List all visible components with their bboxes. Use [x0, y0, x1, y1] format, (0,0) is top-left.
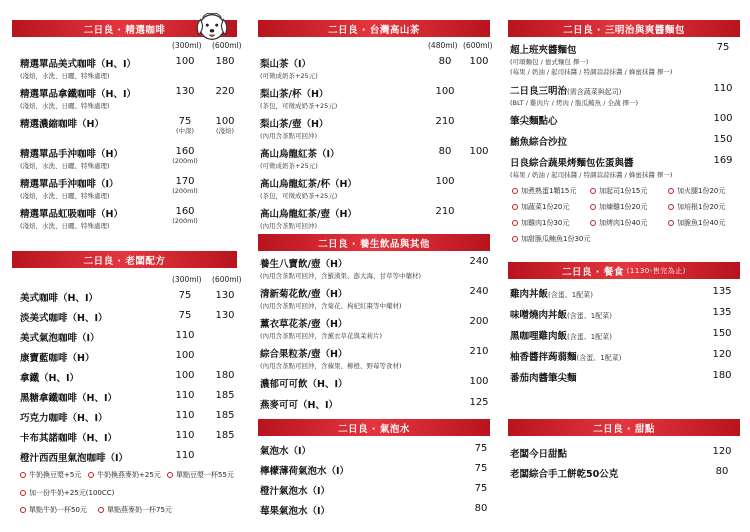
menu-item — [510, 328, 612, 342]
item-name: 美式咖啡（H、I） — [20, 293, 98, 304]
item-name: 清新菊花飲/壺（H） — [260, 289, 348, 300]
menu-item — [20, 450, 128, 464]
coffee-size-large: (600ml) — [212, 41, 242, 50]
item-name: 橙汁西西里氣泡咖啡（I） — [20, 453, 129, 464]
menu-item — [510, 307, 612, 321]
menu-item — [20, 390, 117, 404]
addon-label: 單點燕麥奶一杯75元 — [107, 506, 172, 514]
price-small: 110 — [175, 390, 195, 401]
tea-size-small: (480ml) — [428, 41, 458, 50]
menu-item — [260, 443, 311, 457]
item-name: 康寶藍咖啡（H） — [20, 353, 95, 364]
item-name-note: (含蛋、1配菜) — [567, 333, 612, 341]
old-banner — [12, 251, 237, 268]
price-large-value: 220 — [215, 86, 235, 97]
tea-size-large: (600ml) — [463, 41, 493, 50]
price-small — [168, 56, 202, 67]
menu-item — [260, 316, 382, 340]
item-name — [510, 83, 638, 97]
price-small-note: (200ml) — [172, 157, 198, 165]
item-note: (可頌麵包 / 德式麵包 擇一) — [510, 58, 589, 66]
price-small: 110 — [175, 410, 195, 421]
addon-option — [20, 488, 114, 498]
item-name — [510, 155, 672, 169]
dog-mascot-icon — [193, 10, 231, 44]
price-large: 185 — [215, 430, 235, 441]
addon-label: 加培根1份20元 — [677, 203, 726, 211]
price: 75 — [474, 463, 488, 474]
coffee-size-small: (300ml) — [172, 41, 202, 50]
price-large — [208, 56, 242, 67]
item-name: 燕麥可可（H、I） — [260, 400, 338, 411]
item-name: 拿鐵（H、I） — [20, 373, 79, 384]
menu-item — [510, 42, 672, 76]
sandwich-title: 二日良 · 三明治與爽醬麵包 — [563, 24, 685, 36]
addon-option — [668, 186, 725, 196]
price-large: 185 — [215, 410, 235, 421]
addon-option — [512, 202, 569, 212]
price: 120 — [712, 349, 732, 360]
radio-dot-icon — [167, 472, 173, 478]
item-name: 梨山茶（I） — [260, 59, 312, 70]
item-name: 橙汁氣泡水（I） — [260, 486, 331, 497]
item-name: 卡布其諾咖啡（H、I） — [20, 433, 117, 444]
price-large-value: 100 — [215, 116, 235, 127]
price: 80 — [715, 466, 729, 477]
radio-dot-icon — [590, 188, 596, 194]
addon-label: 牛奶換燕麥奶+25元 — [97, 471, 161, 479]
meal-title-note: (1130-售完為止) — [626, 266, 687, 275]
price-small: 100 — [435, 86, 455, 97]
addon-option — [167, 470, 234, 480]
radio-dot-icon — [590, 204, 596, 210]
addon-option — [668, 218, 725, 228]
price-large: 185 — [215, 390, 235, 401]
item-name-text: 雞肉丼飯 — [510, 289, 549, 300]
menu-item — [510, 286, 593, 300]
menu-item — [510, 113, 558, 127]
price-small-value: 170 — [175, 176, 195, 187]
coffee-title: 二日良 · 精選咖啡 — [83, 24, 166, 36]
item-name: 濃郁可可飲（H、I） — [260, 379, 348, 390]
item-note: (內用含茶點可回沖，含蘋果、柳橙、野莓等食材) — [260, 362, 402, 370]
price-large: 100 — [469, 56, 489, 67]
item-note: (淺焙，水洗、日曬、特殊處理) — [20, 72, 110, 80]
item-note: (內用含茶點可回沖，含菊花、枸杞紅棗等中藥材) — [260, 302, 402, 310]
tea-title: 二日良 · 台灣高山茶 — [328, 24, 420, 36]
menu-item — [20, 330, 100, 344]
price-small — [168, 86, 202, 97]
item-note: (淺焙，水洗、日曬、特殊處理) — [20, 162, 110, 170]
menu-item — [510, 446, 567, 460]
price-small — [168, 146, 202, 166]
price-small-value: 100 — [175, 56, 195, 67]
item-name: 莓果氣泡水（I） — [260, 506, 331, 517]
menu-item — [260, 483, 330, 497]
item-note: (內用含茶點可回沖) — [260, 132, 318, 140]
menu-item — [260, 256, 421, 280]
soda-banner — [258, 419, 490, 436]
price: 100 — [713, 113, 733, 124]
item-name — [510, 134, 567, 148]
item-note: (茶包，可徵成奶茶+25元) — [260, 192, 338, 200]
item-name — [510, 307, 612, 321]
old-size-small: (300ml) — [172, 275, 202, 284]
item-name: 養生八寶飲/壺（H） — [260, 259, 348, 270]
item-note: (莓果 / 奶油 / 起司抹醬 / 特調蒜蒜抹醬 / 蜂蜜抹醬 擇一) — [510, 171, 673, 179]
price: 210 — [469, 346, 489, 357]
menu-item — [20, 370, 79, 384]
price-small-value: 75 — [178, 116, 192, 127]
item-note: (內用含茶點可回沖，含薰衣草花與茉莉片) — [260, 332, 383, 340]
price: 75 — [716, 42, 730, 53]
menu-item — [20, 116, 104, 130]
price-small: 210 — [435, 206, 455, 217]
item-name: 老闆綜合手工餅乾50公克 — [510, 469, 619, 480]
radio-dot-icon — [512, 204, 518, 210]
price-large: 130 — [215, 310, 235, 321]
price-small-value: 130 — [175, 86, 195, 97]
item-name-note: (含蛋、1配菜) — [567, 312, 612, 320]
menu-item — [510, 155, 672, 179]
price-small-note: (200ml) — [172, 217, 198, 225]
item-note: (淺焙，水洗、日曬、特殊處理) — [20, 222, 110, 230]
item-note: (茶包，可徵成奶茶+25元) — [260, 102, 338, 110]
addon-label: 加蔬菜1份20元 — [521, 203, 570, 211]
price-small-value: 160 — [175, 146, 195, 157]
item-note: (可徵成奶茶+25元) — [260, 72, 318, 80]
addon-option — [20, 470, 81, 480]
price: 150 — [713, 134, 733, 145]
price-small-note: (中深) — [175, 127, 195, 135]
addon-option — [512, 234, 590, 244]
menu-item — [260, 176, 357, 200]
price-large: 180 — [215, 370, 235, 381]
meal-title: 二日良 · 餐食 — [561, 266, 624, 278]
item-name: 高山烏龍紅茶（I） — [260, 149, 340, 160]
price-large: 130 — [215, 290, 235, 301]
menu-item — [510, 466, 618, 480]
addon-option — [512, 218, 569, 228]
price: 80 — [474, 503, 488, 514]
price: 150 — [712, 328, 732, 339]
item-name-note: (需含蔬菜與起司) — [567, 88, 622, 96]
addon-option — [512, 186, 576, 196]
dessert-title: 二日良 · 甜點 — [593, 423, 655, 435]
price-small: 210 — [435, 116, 455, 127]
price-small: 110 — [175, 450, 195, 461]
radio-dot-icon — [512, 188, 518, 194]
menu-item — [510, 134, 567, 148]
addon-option — [20, 505, 87, 515]
item-note: (BLT / 雞肉片 / 烤肉 / 脆瓜鮪魚 / 全蔬 擇一) — [510, 99, 639, 107]
radio-dot-icon — [98, 507, 104, 513]
menu-item — [20, 86, 136, 110]
item-name: 綜合果粒茶/壺（H） — [260, 349, 348, 360]
menu-item — [260, 116, 328, 140]
menu-item — [260, 346, 402, 370]
radio-dot-icon — [512, 220, 518, 226]
item-name: 老闆今日甜點 — [510, 449, 568, 460]
price-large: 100 — [469, 146, 489, 157]
menu-item — [20, 350, 94, 364]
radio-dot-icon — [88, 472, 94, 478]
price-small: 110 — [175, 430, 195, 441]
radio-dot-icon — [668, 220, 674, 226]
menu-item — [260, 463, 349, 477]
addon-option — [668, 202, 725, 212]
price: 180 — [712, 370, 732, 381]
addon-label: 加煮熟蛋1顆15元 — [521, 187, 577, 195]
item-name — [510, 370, 577, 384]
price-small: 75 — [178, 290, 192, 301]
price-small: 75 — [178, 310, 192, 321]
price: 110 — [713, 83, 733, 94]
radio-dot-icon — [590, 220, 596, 226]
price-small: 80 — [438, 56, 452, 67]
menu-item — [20, 430, 117, 444]
item-note: (內用含茶點可回沖) — [260, 222, 318, 230]
price: 75 — [474, 483, 488, 494]
addon-label: 牛奶換豆漿+5元 — [29, 471, 82, 479]
price-large — [208, 116, 242, 136]
menu-item — [510, 349, 621, 363]
radio-dot-icon — [512, 236, 518, 242]
menu-item — [260, 86, 337, 110]
item-name-text: 鮪魚綜合沙拉 — [510, 137, 568, 148]
price-large — [208, 86, 242, 97]
price: 135 — [712, 286, 732, 297]
item-note: (內用含茶點可回沖，含羅漢果、澎大海、甘草等中藥材) — [260, 272, 422, 280]
price-small: 100 — [175, 370, 195, 381]
dessert-banner — [508, 419, 740, 436]
price: 200 — [469, 316, 489, 327]
sandwich-banner — [508, 20, 740, 37]
item-name: 精選單品手沖咖啡（H） — [20, 149, 123, 160]
price: 240 — [469, 256, 489, 267]
menu-item — [20, 310, 108, 324]
menu-item — [260, 503, 330, 517]
item-name: 梨山茶/杯（H） — [260, 89, 329, 100]
addon-label: 加雞肉1份30元 — [521, 219, 570, 227]
price-small-value: 160 — [175, 206, 195, 217]
price-small — [168, 116, 202, 136]
addon-label: 加煉雞1份20元 — [599, 203, 648, 211]
addon-label: 單點豆漿一杯55元 — [176, 471, 234, 479]
price: 75 — [474, 443, 488, 454]
addon-option — [590, 186, 647, 196]
item-name: 黑糖拿鐵咖啡（H、I） — [20, 393, 117, 404]
item-name-text: 筆尖麵點心 — [510, 116, 558, 127]
price-small: 80 — [438, 146, 452, 157]
addon-label: 加火腿1份20元 — [677, 187, 726, 195]
item-name: 精選濃縮咖啡（H） — [20, 119, 104, 130]
price: 125 — [469, 397, 489, 408]
menu-item — [260, 397, 338, 411]
menu-item — [260, 56, 318, 80]
price-small: 100 — [435, 176, 455, 187]
radio-dot-icon — [20, 507, 26, 513]
price-large-value: 180 — [215, 56, 235, 67]
item-note: (淺焙，水洗、日曬、特殊處理) — [20, 192, 110, 200]
health-banner — [258, 234, 490, 251]
price-small: 100 — [175, 350, 195, 361]
menu-item — [20, 56, 136, 80]
item-name: 高山烏龍紅茶/杯（H） — [260, 179, 357, 190]
menu-item — [20, 176, 119, 200]
soda-title: 二日良 · 氣泡水 — [338, 423, 410, 435]
radio-dot-icon — [20, 472, 26, 478]
price: 240 — [469, 286, 489, 297]
menu-item — [510, 370, 577, 384]
addon-option — [88, 470, 161, 480]
item-name-note: (含蛋、1配菜) — [576, 354, 622, 362]
item-note: (淺焙，水洗、日曬、特殊處理) — [20, 102, 110, 110]
item-name: 氣泡水（I） — [260, 446, 312, 457]
price: 120 — [712, 446, 732, 457]
item-name-text: 番茄肉醬筆尖麵 — [510, 373, 577, 384]
radio-dot-icon — [20, 490, 26, 496]
old-size-large: (600ml) — [212, 275, 242, 284]
item-name — [510, 286, 593, 300]
price-small — [168, 176, 202, 196]
tea-banner — [258, 20, 490, 37]
menu-item — [260, 286, 402, 310]
item-name: 檸檬薄荷氣泡水（I） — [260, 466, 350, 477]
health-title: 二日良 · 養生飲品與其他 — [318, 238, 430, 250]
menu-item — [510, 83, 638, 107]
menu-item — [260, 146, 340, 170]
item-name-text: 味噌燒肉丼飯 — [510, 310, 568, 321]
item-name: 美式氣泡咖啡（I） — [20, 333, 100, 344]
menu-item — [260, 376, 348, 390]
item-name: 精選單品虹吸咖啡（H） — [20, 209, 123, 220]
addon-option — [98, 505, 172, 515]
item-name — [510, 42, 672, 56]
item-name-text: 超上班夾醬麵包 — [510, 45, 577, 56]
item-name — [510, 113, 558, 127]
addon-label: 加一份牛奶+25元(100CC) — [29, 489, 115, 497]
addon-label: 加烤肉1份40元 — [599, 219, 648, 227]
price: 135 — [712, 307, 732, 318]
addon-label: 加起司1份15元 — [599, 187, 648, 195]
addon-option — [590, 218, 647, 228]
meal-banner — [508, 262, 740, 279]
item-name: 精選單品美式咖啡（H、I） — [20, 59, 136, 70]
addon-option — [590, 202, 647, 212]
item-name: 高山烏龍紅茶/壺（H） — [260, 209, 357, 220]
item-note-2: (莓果 / 奶油 / 起司抹醬 / 特調蒜蒜抹醬 / 蜂蜜抹醬 擇一) — [510, 68, 673, 76]
item-name: 巧克力咖啡（H、I） — [20, 413, 108, 424]
menu-item — [20, 146, 123, 170]
old-title: 二日良 · 老闆配方 — [83, 255, 166, 267]
item-name: 薰衣草花茶/壺（H） — [260, 319, 348, 330]
radio-dot-icon — [668, 204, 674, 210]
menu-item — [260, 206, 357, 230]
menu-item — [20, 410, 108, 424]
item-name: 精選單品手沖咖啡（I） — [20, 179, 119, 190]
item-name-text: 日良綜合蔬果烤麵包佐蛋與醬 — [510, 158, 634, 169]
item-name-note: (含蛋、1配菜) — [548, 291, 593, 299]
addon-label: 單點牛奶一杯50元 — [29, 506, 87, 514]
item-name — [510, 328, 612, 342]
menu-item — [20, 206, 123, 230]
price: 169 — [713, 155, 733, 166]
price-small-note: (200ml) — [172, 187, 198, 195]
price-large-note: (淺焙) — [215, 127, 235, 135]
radio-dot-icon — [668, 188, 674, 194]
item-name-text: 黑咖哩雞肉飯 — [510, 331, 568, 342]
item-name: 梨山茶/壺（H） — [260, 119, 329, 130]
item-name-text: 二日良三明治 — [510, 86, 568, 97]
item-note: (可徵成奶茶+25元) — [260, 162, 318, 170]
addon-label: 加脆魚1份40元 — [677, 219, 726, 227]
price-small: 110 — [175, 330, 195, 341]
menu-item — [20, 290, 98, 304]
item-name: 精選單品拿鐵咖啡（H、I） — [20, 89, 136, 100]
addon-label: 加甜脆瓜鮪魚1份30元 — [521, 235, 591, 243]
item-name-text: 柚香醬拌蒟蒻麵 — [510, 352, 577, 363]
price: 100 — [469, 376, 489, 387]
item-name — [510, 349, 621, 363]
item-name: 淡美式咖啡（H、I） — [20, 313, 108, 324]
price-small — [168, 206, 202, 226]
